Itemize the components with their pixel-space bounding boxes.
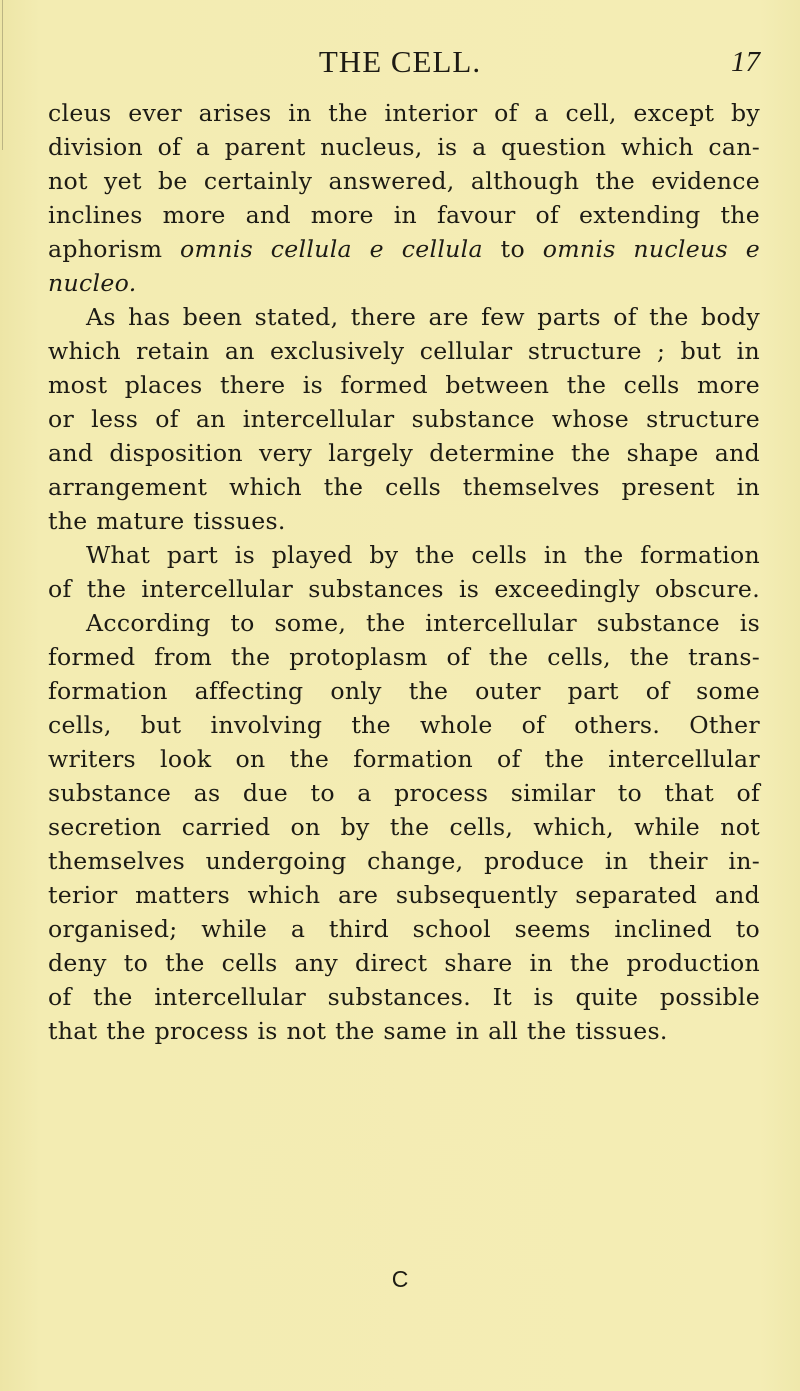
text-line: As has been stated, there are few parts of the body (86, 303, 760, 331)
text-line: themselves undergoing change, produce in their in- (48, 847, 760, 875)
text-line: substance as due to a process similar to that of (48, 779, 760, 807)
text-line: terior matters which are subsequently separated and (48, 881, 760, 909)
text-line: cleus ever arises in the interior of a cell, except by (48, 99, 760, 127)
page-number: 17 (731, 46, 760, 78)
text-line: which retain an exclusively cellular structure ; but in (48, 337, 760, 365)
text-line: the mature tissues. (48, 507, 286, 535)
latin-phrase: nucleo. (48, 269, 137, 297)
signature-mark: C (391, 1266, 409, 1292)
text-fragment: aphorism (48, 235, 163, 263)
text-line: of the intercellular substances. It is quite possible (48, 983, 760, 1011)
text-line: writers look on the formation of the intercellular (48, 745, 760, 773)
text-line: not yet be certainly answered, although the evidence (48, 167, 760, 195)
text-line: of the intercellular substances is exceedingly obscure. (48, 575, 760, 603)
text-line: division of a parent nucleus, is a question which can- (48, 133, 760, 161)
text-line (48, 266, 760, 300)
text-line: deny to the cells any direct share in the production (48, 949, 760, 977)
text-line: organised; while a third school seems inclined to (48, 915, 760, 943)
text-line: formation affecting only the outer part of some (48, 677, 760, 705)
text-line: According to some, the intercellular substance is (86, 609, 760, 637)
text-line: that the process is not the same in all the tissues. (48, 1017, 668, 1045)
running-head (0, 44, 800, 84)
latin-phrase: omnis cellula e cellula (180, 235, 483, 263)
running-title: THE CELL. (318, 44, 482, 79)
text-line: What part is played by the cells in the formation (86, 541, 760, 569)
text-line: formed from the protoplasm of the cells, the trans- (48, 643, 760, 671)
text-line: inclines more and more in favour of extending the (48, 201, 760, 229)
text-line: most places there is formed between the cells more (48, 371, 760, 399)
text-line: cells, but involving the whole of others. Other (48, 711, 760, 739)
body-text (48, 96, 760, 1048)
text-line (48, 232, 760, 266)
text-line: secretion carried on by the cells, which, while not (48, 813, 760, 841)
text-line: or less of an intercellular substance whose structure (48, 405, 760, 433)
text-line: and disposition very largely determine the shape and (48, 439, 760, 467)
text-line: arrangement which the cells themselves present in (48, 473, 760, 501)
latin-phrase: omnis nucleus e (542, 235, 760, 263)
text-fragment: to (500, 235, 525, 263)
